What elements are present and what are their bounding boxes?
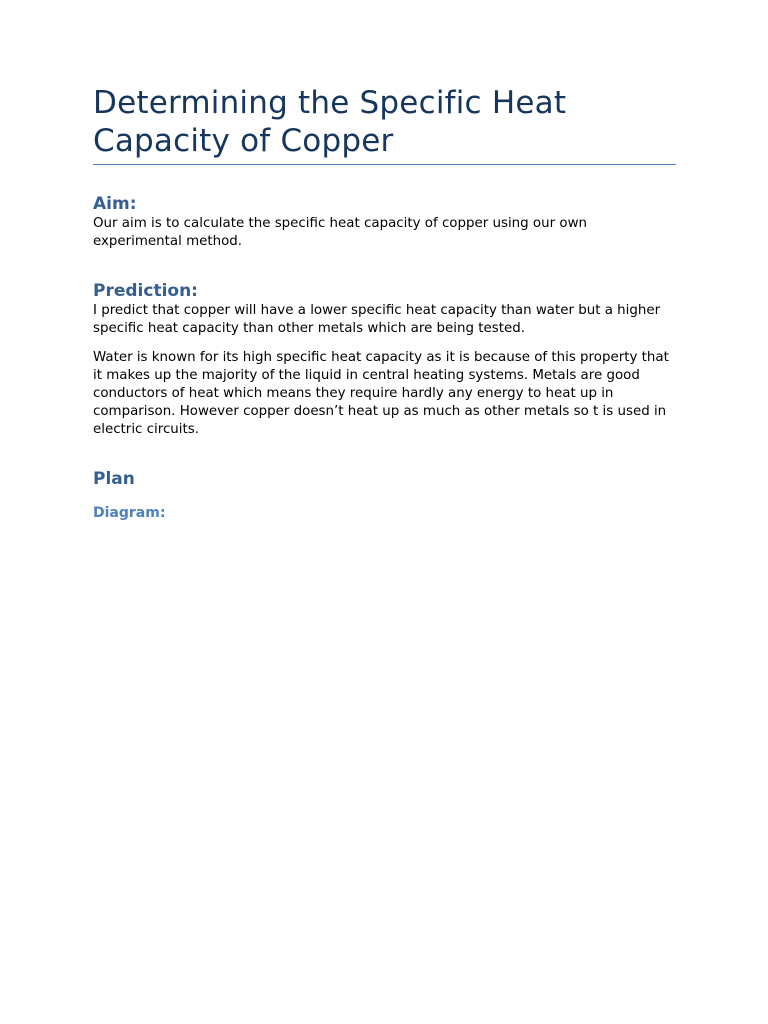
diagram-heading: Diagram: (93, 505, 166, 521)
prediction-paragraph-2: Water is known for its high specific heat capacity as it is because of this property that it makes up the majority of the liquid in central heating systems. Metals are good conductors of heat which means they require hardly any energy to heat up in comparison. However copper doesn’t heat up as much as other metals so t is used in electric circuits. (93, 350, 669, 437)
prediction-heading: Prediction: (93, 281, 198, 301)
document-title (93, 84, 676, 160)
document-page (93, 84, 676, 523)
title-divider (93, 164, 676, 165)
aim-text: Our aim is to calculate the specific heat capacity of copper using our own experimental method. (93, 216, 588, 249)
plan-heading: Plan (93, 469, 135, 489)
title-line-1: Determining the Specific Heat (93, 85, 567, 121)
prediction-paragraph-1: I predict that copper will have a lower specific heat capacity than water but a higher specific heat capacity than other metals which are being tested. (93, 303, 661, 336)
aim-heading: Aim: (93, 194, 137, 214)
title-line-2: Capacity of Copper (93, 123, 394, 159)
